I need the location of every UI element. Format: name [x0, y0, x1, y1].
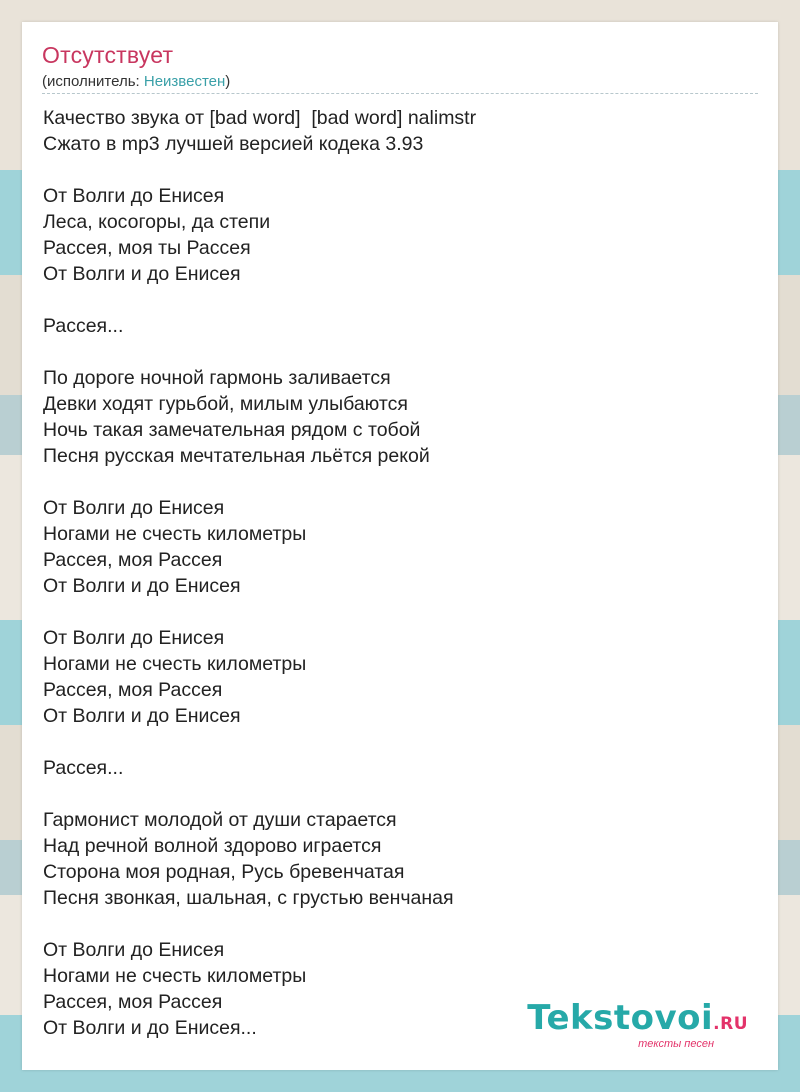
- lyric-line: Рассея, моя Рассея: [43, 991, 223, 1013]
- lyric-line: Ногами не счесть километры: [43, 653, 307, 675]
- lyric-line: [43, 911, 743, 937]
- lyric-line: [43, 339, 743, 365]
- lyric-line: Рассея...: [43, 757, 124, 779]
- logo-tagline: тексты песен: [638, 1038, 714, 1050]
- lyric-line: Рассея, моя ты Рассея: [43, 237, 251, 259]
- lyric-line: Леса, косогоры, да степи: [43, 211, 271, 233]
- site-logo[interactable]: [527, 998, 748, 1050]
- lyric-line: Ночь такая замечательная рядом с тобой: [43, 419, 421, 441]
- lyric-line: От Волги до Енисея: [43, 185, 225, 207]
- lyric-line: Песня звонкая, шальная, с грустью венчаная: [43, 887, 454, 909]
- lyric-line: От Волги и до Енисея: [43, 705, 241, 727]
- lyric-line: От Волги и до Енисея: [43, 575, 241, 597]
- lyric-line: От Волги и до Енисея: [43, 263, 241, 285]
- artist-label: (исполнитель:: [42, 73, 144, 90]
- lyric-line: Рассея, моя Рассея: [43, 549, 223, 571]
- logo-name: Tekstovoi: [527, 998, 714, 1038]
- lyric-line: От Волги до Енисея: [43, 497, 225, 519]
- lyrics-card: [22, 22, 778, 1070]
- lyric-line: Гармонист молодой от души старается: [43, 809, 397, 831]
- logo-tld: .RU: [713, 1014, 748, 1034]
- lyric-line: Девки ходят гурьбой, милым улыбаются: [43, 393, 408, 415]
- lyric-line: Рассея...: [43, 315, 124, 337]
- lyric-line: Ногами не счесть километры: [43, 965, 307, 987]
- lyric-line: Песня русская мечтательная льётся рекой: [43, 445, 430, 467]
- lyric-line: [43, 469, 743, 495]
- lyric-line: Ногами не счесть километры: [43, 523, 307, 545]
- lyric-line: Рассея, моя Рассея: [43, 679, 223, 701]
- artist-link[interactable]: Неизвестен: [143, 73, 226, 90]
- lyrics-text: [43, 105, 743, 1041]
- lyric-line: [43, 157, 743, 183]
- lyric-line: Качество звука от [bad word] [bad word] nalimstr: [43, 107, 477, 129]
- lyric-line: От Волги и до Енисея...: [43, 1017, 257, 1039]
- lyric-line: [43, 599, 743, 625]
- lyric-line: По дороге ночной гармонь заливается: [43, 367, 391, 389]
- lyric-line: От Волги до Енисея: [43, 627, 225, 649]
- lyric-line: [43, 287, 743, 313]
- lyric-line: [43, 729, 743, 755]
- artist-close: ): [225, 73, 231, 90]
- lyric-line: [43, 781, 743, 807]
- divider: [42, 93, 758, 94]
- lyric-line: Над речной волной здорово играется: [43, 835, 382, 857]
- lyric-line: Сторона моя родная, Русь бревенчатая: [43, 861, 405, 883]
- artist-line: [42, 73, 230, 90]
- lyric-line: От Волги до Енисея: [43, 939, 225, 961]
- lyric-line: Сжато в mp3 лучшей версией кодека 3.93: [43, 133, 424, 155]
- song-title: Отсутствует: [42, 42, 174, 68]
